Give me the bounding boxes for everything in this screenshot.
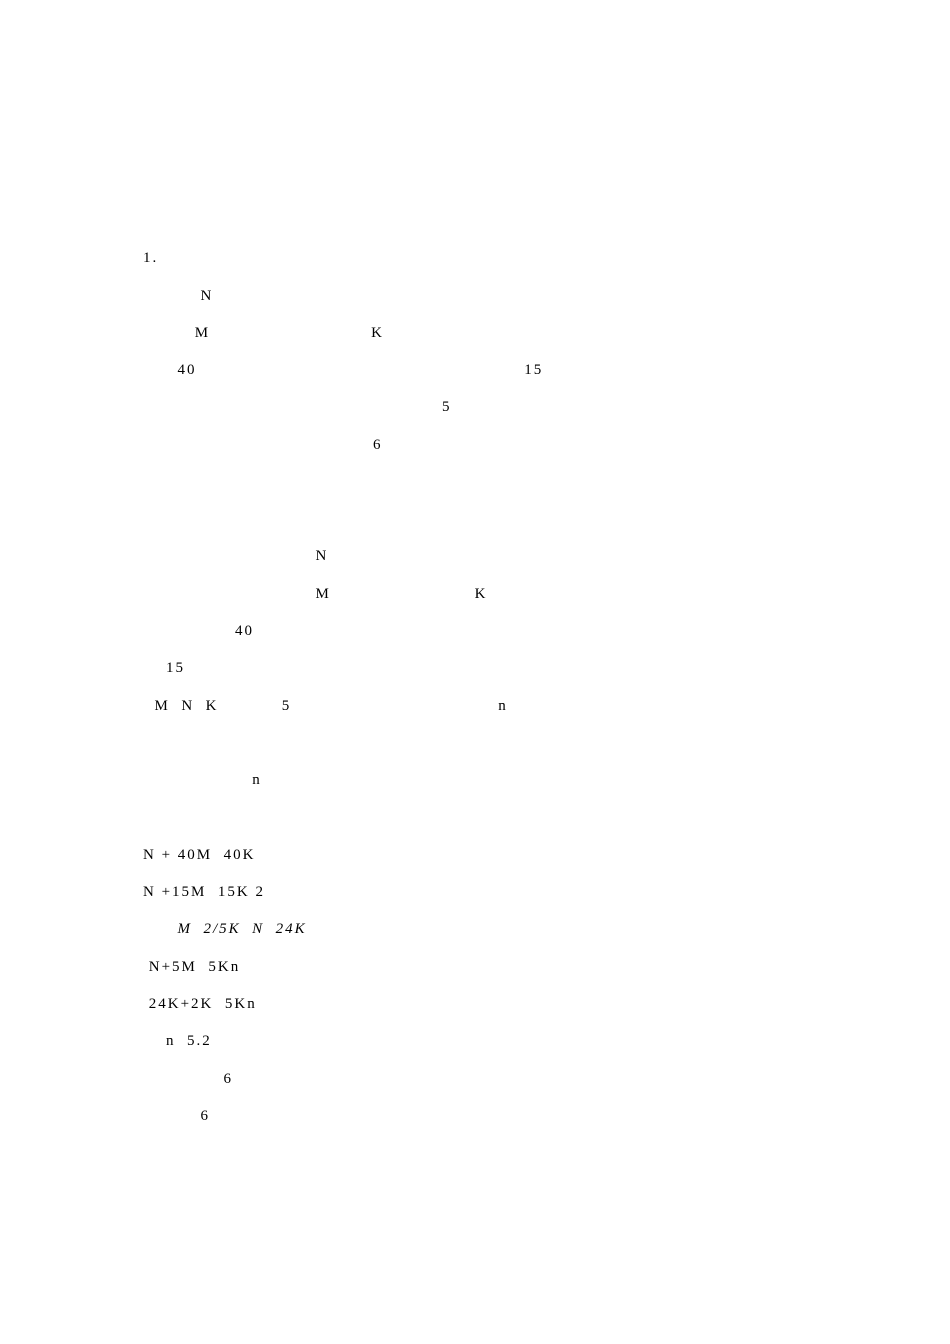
text-line-20: [143, 1180, 333, 1200]
text-line-6: 6: [143, 437, 406, 453]
text-line-8: [143, 509, 212, 529]
equation-line-6: n 5.2: [143, 1033, 218, 1049]
text-line-16: [143, 807, 149, 827]
text-line-14: [143, 733, 310, 753]
equation-line-3: M 2/5K N 24K: [143, 921, 307, 937]
text-line-5: 5: [143, 399, 527, 415]
text-line-17: 6: [143, 1071, 343, 1087]
text-line-19: [143, 1143, 339, 1163]
text-line-9: N: [143, 548, 496, 564]
equation-line-1: N + 40M 40K: [143, 847, 256, 863]
text-line-12: 15: [143, 660, 364, 676]
equation-line-2: N +15M 15K 2: [143, 884, 265, 900]
text-line-7: [143, 472, 281, 492]
text-line-10: M K: [143, 586, 517, 602]
document-title: [291, 157, 434, 180]
equation-line-5: 24K+2K 5Kn: [143, 996, 257, 1012]
text-line-13: M N K 5 n: [143, 698, 514, 714]
text-line-2: N: [143, 288, 404, 304]
text-line-4: 40 15: [143, 362, 549, 378]
text-line-1: 1.: [143, 250, 343, 266]
text-line-11: 40: [143, 623, 433, 639]
equation-line-4: N+5M 5Kn: [143, 959, 241, 975]
text-line-15: n: [143, 772, 371, 788]
text-line-3: M K: [143, 325, 476, 341]
text-line-18: 6: [143, 1108, 210, 1124]
